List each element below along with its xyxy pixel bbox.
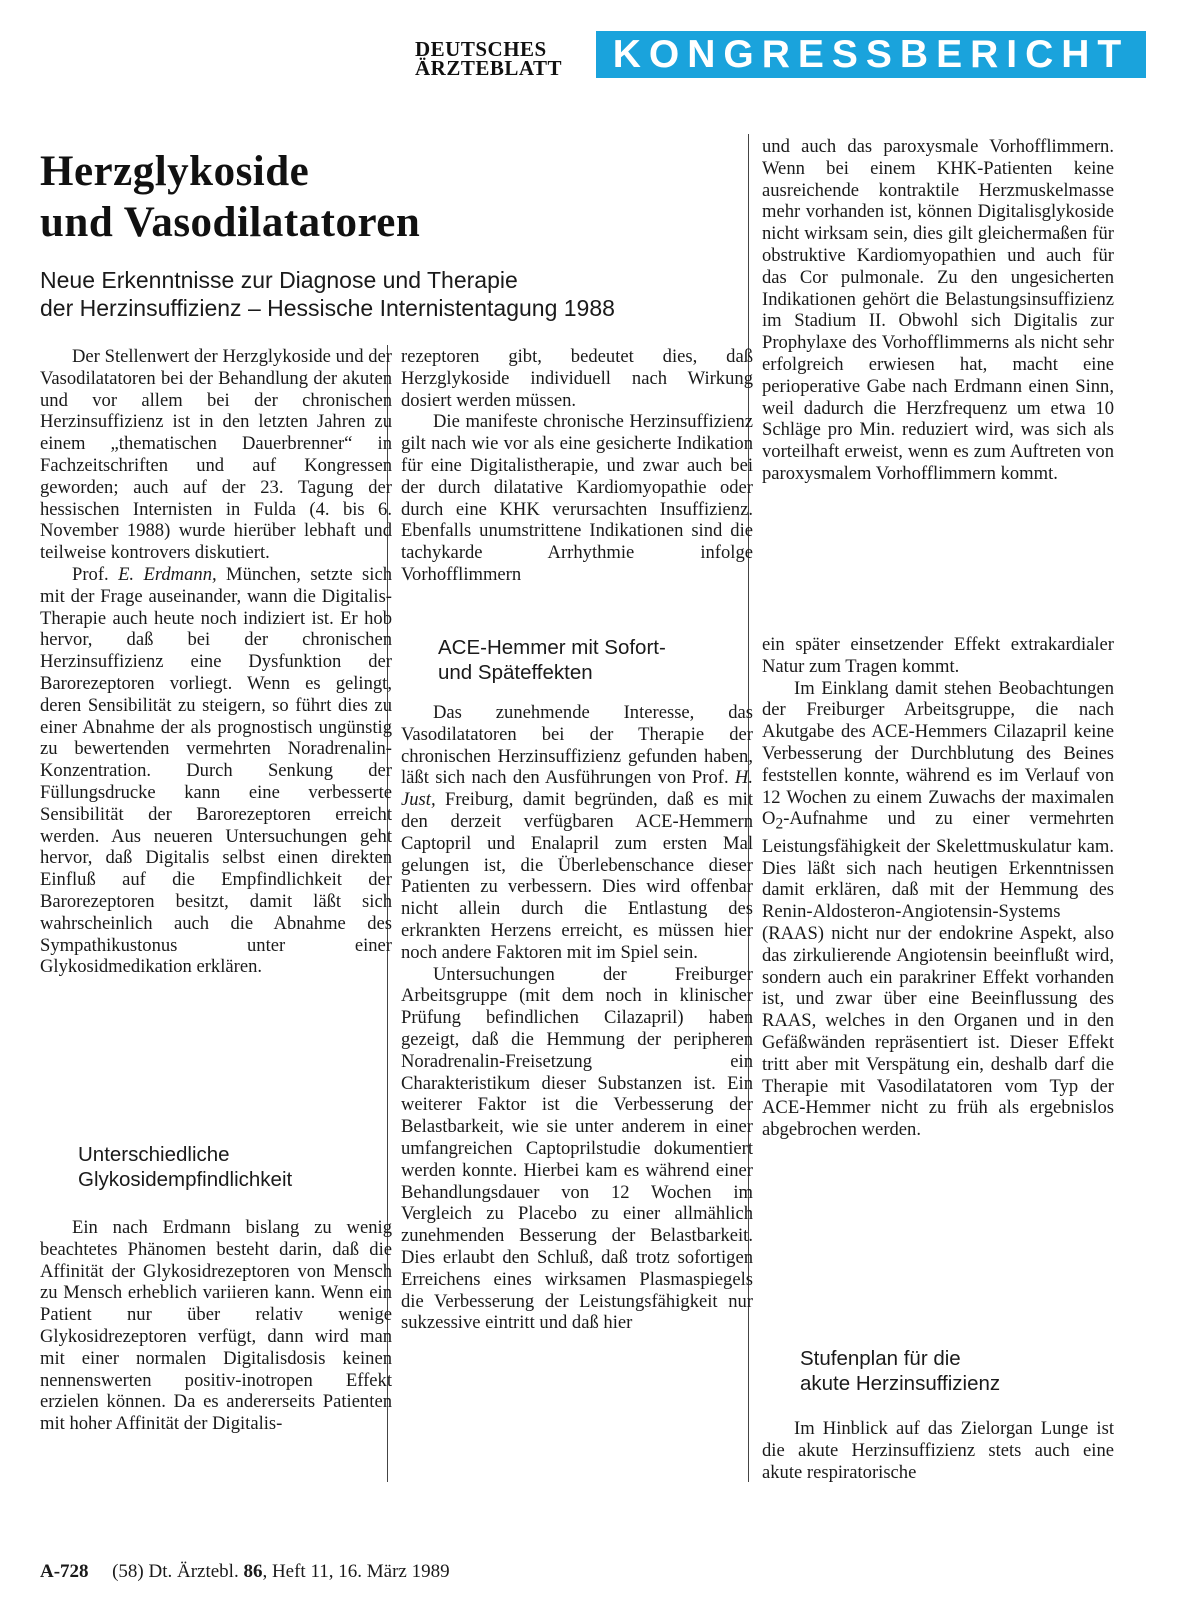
section-heading: [78, 1142, 418, 1192]
subtitle-line-2: der Herzinsuffizienz – Hessische Internistentagung 1988: [40, 295, 615, 321]
citation-rest: , Heft 11, 16. März 1989: [262, 1561, 450, 1582]
heading-line: Glykosidempfindlichkeit: [78, 1168, 293, 1191]
text-run: München, setzte sich mit der Frage auseinander, wann die Digitalis-Therapie auch heute noch indiziert ist. Er hob hervor, daß bei der chronischen Herzinsuffizienz eine Dysfunktion der Barorezeptoren vorliegt. Wenn es gelingt, deren Sensibilität zu steigern, so führt dies zu einer Abnahme der als prognostisch ungünstig zu bewertenden vermehrten Noradrenalin-Konzentration. Durch Senkung der Füllungsdrucke kann eine verbesserte Sensibilität der Barorezeptoren erreicht werden. Aus neueren Untersuchungen geht hervor, daß Digitalis selbst einen direkten Einfluß auf die Empfindlichkeit der Barorezeptoren besitzt, damit läßt sich wahrscheinlich auch die Abnahme des Sympathikustonus unter einer Glykosidmedikation erklären.: [40, 563, 392, 978]
body-paragraph: Die manifeste chronische Herzinsuffizienz gilt nach wie vor als eine gesicherte Indikation für eine Digitalistherapie, und zwar auch bei der durch dilatative Kardiomyopathie oder durch eine KHK verursachten Insuffizienz. Ebenfalls unumstrittene Indikationen sind die tachykarde Arrhythmie infolge Vorhofflimmern: [401, 411, 753, 585]
text-run: Das zunehmende Interesse, das Vasodilatatoren bei der Therapie der chronischen Herzinsuffizienz gefunden haben, läßt sich nach den Ausführungen von Prof.: [401, 702, 753, 789]
body-paragraph: rezeptoren gibt, bedeutet dies, daß Herzglykoside individuell nach Wirkung dosiert werden müssen.: [401, 346, 753, 411]
heading-line: Stufenplan für die: [800, 1347, 961, 1370]
article-title: [40, 146, 770, 248]
logo-line-2: ÄRZTEBLATT: [415, 56, 562, 80]
column-3-text-bottom: [762, 1418, 1114, 1483]
column-1-text-bottom: [40, 1217, 392, 1435]
text-run: Im Einklang damit stehen Beobachtungen der Freiburger Arbeitsgruppe, die nach Akutgabe des ACE-Hemmers Cilazapril keine Verbesserung der Durchblutung des Beines feststellen konnte, während es im Verlauf von 12 Wochen zu einem Zuwachs der maximalen O: [762, 677, 1114, 830]
author-name: H. Just,: [401, 767, 753, 811]
section-banner: KONGRESSBERICHT: [596, 31, 1146, 78]
heading-line: und Späteffekten: [438, 661, 593, 684]
journal-logo: [415, 37, 587, 80]
title-line-1: Herzglykoside: [40, 148, 310, 195]
article-subtitle: [40, 266, 770, 322]
heading-line: ACE-Hemmer mit Sofort-: [438, 636, 666, 659]
body-paragraph: [401, 702, 753, 964]
column-1-text-top: [40, 346, 392, 978]
text-run: Prof.: [72, 563, 119, 585]
citation-lead: (58) Dt. Ärztebl.: [112, 1561, 244, 1582]
subtitle-line-1: Neue Erkenntnisse zur Diagnose und Therapie: [40, 267, 518, 293]
heading-line: akute Herzinsuffizienz: [800, 1372, 1001, 1395]
column-2-text-top: [401, 346, 753, 586]
column-3-text-middle: [762, 634, 1114, 1141]
column-3-text-top: [762, 136, 1114, 485]
title-line-2: und Vasodilatatoren: [40, 199, 421, 246]
subscript: 2: [775, 816, 784, 834]
citation-volume: 86: [243, 1561, 263, 1582]
page-footer: [40, 1560, 740, 1584]
body-paragraph: und auch das paroxysmale Vorhofflimmern. Wenn bei einem KHK-Patienten keine ausreichende kontraktile Herzmuskelmasse mehr vorhanden ist, können Digitalisglykoside nicht wirksam sein, dies gilt gleichermaßen für obstruktive Kardiomyopathien und auch für das Cor pulmonale. Zu den ungesicherten Indikationen gehört die Belastungsinsuffizienz im Stadium II. Obwohl sich Digitalis zur Prophylaxe des Vorhofflimmerns als nicht sehr erfolgreich erwiesen hat, macht eine perioperative Gabe nach Erdmann einen Sinn, weil dadurch die Herzfrequenz um etwa 10 Schläge pro Min. reduziert wird, was sich als vorteilhaft erweist, wenn es zum Auftreten von paroxysmalem Vorhofflimmern kommt.: [762, 136, 1114, 484]
logo-line-1: DEUTSCHES: [415, 37, 547, 61]
body-paragraph: Untersuchungen der Freiburger Arbeitsgruppe (mit dem noch in klinischer Prüfung befindlichen Cilazapril) haben gezeigt, daß die Hemmung der peripheren Noradrenalin-Freisetzung ein Charakteristikum dieser Substanzen ist. Ein weiterer Faktor ist die Verbesserung der Belastbarkeit, wie sie unter anderem in einer umfangreichen Captoprilstudie dokumentiert werden konnte. Hierbei kam es während einer Behandlungsdauer von 12 Wochen im Vergleich zu Placebo zu einer allmählich zunehmenden Besserung der Belastbarkeit. Dies erlaubt den Schluß, daß trotz sofortigen Erreichens eines wirksamen Plasmaspiegels die Verbesserung der Leistungsfähigkeit nur sukzessive eintritt und daß hier: [401, 963, 753, 1334]
body-paragraph: Ein nach Erdmann bislang zu wenig beachtetes Phänomen besteht darin, daß die Affinität der Glykosidrezeptoren von Mensch zu Mensch erheblich variieren kann. Wenn ein Patient nur über relativ wenige Glykosidrezeptoren verfügt, dann wird man mit einer normalen Digitalisdosis keinen nennenswerten positiv-inotropen Effekt erzielen können. Da es andererseits Patienten mit hoher Affinität der Digitalis-: [40, 1217, 392, 1435]
body-paragraph: [40, 564, 392, 978]
section-heading: [438, 635, 778, 685]
author-name: E. Erdmann,: [118, 563, 217, 585]
section-heading: [800, 1346, 1140, 1396]
text-run: Freiburg, damit begründen, daß es mit den derzeit verfügbaren ACE-Hemmern Captopril und Enalapril zum ersten Mal gelungen ist, die Überlebenschance dieser Patienten zu verbessern. Dies wird offenbar nicht allein durch die Entlastung des erkrankten Herzens erreicht, es müssen hier noch andere Faktoren mit im Spiel sein.: [401, 789, 753, 963]
text-run: -Aufnahme und zu einer vermehrten Leistungsfähigkeit der Skelettmuskulatur kam. Dies läßt sich nach heutigen Erkenntnissen damit erklären, daß mit der Hemmung des Renin-Aldosteron-Angiotensin-Systems (RAAS) nicht nur der endokrine Aspekt, also das zirkulierende Angiotensin beeinflußt wird, sondern auch ein parakriner Effekt vorhanden ist, und zwar über eine Beeinflussung des RAAS, welches in den Organen und in den Gefäßwänden repräsentiert ist. Dieser Effekt tritt aber mit Verspätung ein, deshalb darf die Therapie mit Vasodilatatoren vom Typ der ACE-Hemmer nicht zu früh als ergebnislos abgebrochen werden.: [762, 808, 1114, 1141]
body-paragraph: [762, 678, 1114, 1141]
page-code: A-728: [40, 1561, 89, 1582]
body-paragraph: ein später einsetzender Effekt extrakardialer Natur zum Tragen kommt.: [762, 634, 1114, 677]
column-2-text-bottom: [401, 702, 753, 1334]
body-paragraph: Der Stellenwert der Herzglykoside und der Vasodilatatoren bei der Behandlung der akuten und vor allem bei der chronischen Herzinsuffizienz ist in den letzten Jahren zu einem „thematischen Dauerbrenner“ in Fachzeitschriften und auf Kongressen geworden; auch auf der 23. Tagung der hessischen Internisten in Fulda (4. bis 6. November 1988) wurde hierüber lebhaft und teilweise kontrovers diskutiert.: [40, 346, 392, 564]
body-paragraph: Im Hinblick auf das Zielorgan Lunge ist die akute Herzinsuffizienz stets auch eine akute respiratorische: [762, 1418, 1114, 1483]
heading-line: Unterschiedliche: [78, 1143, 230, 1166]
